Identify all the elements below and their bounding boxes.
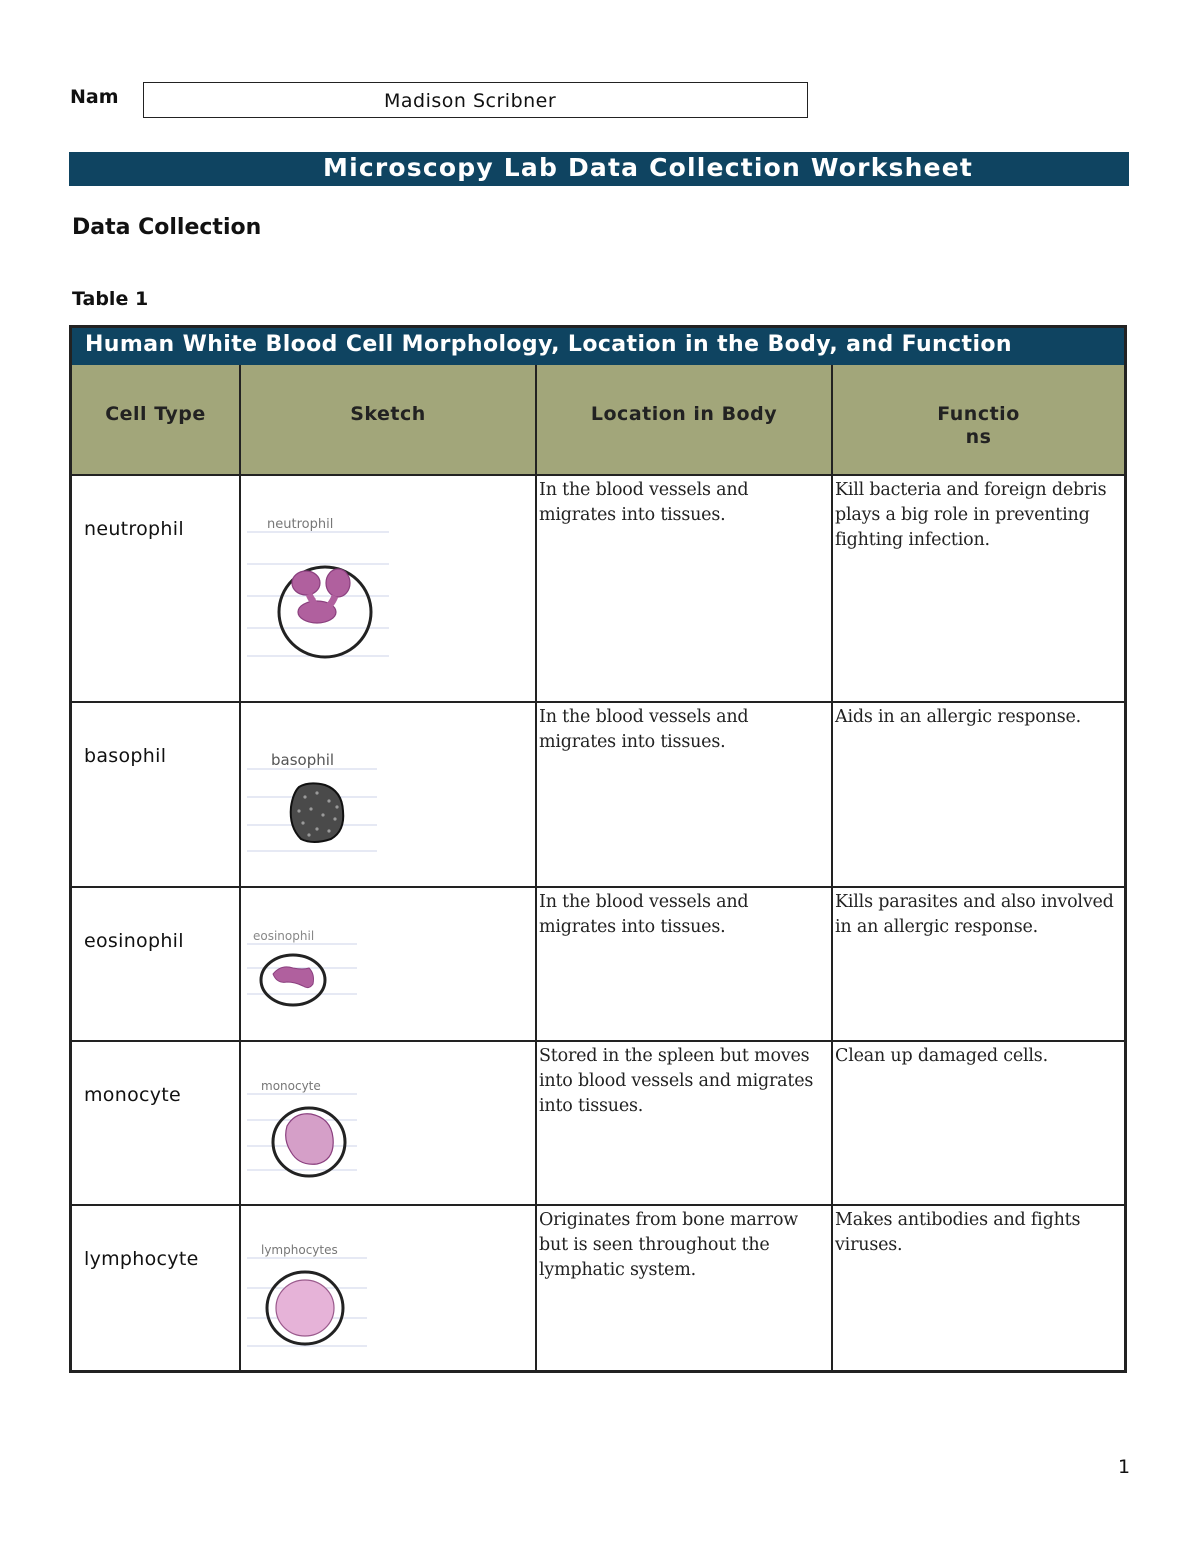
wbc-table	[69, 325, 1127, 1373]
cell-type-label: neutrophil	[84, 518, 184, 540]
name-label: Nam	[70, 86, 119, 108]
table-title-bar	[72, 328, 1124, 365]
location-cell: In the blood vessels and migrates into tissues.	[537, 476, 833, 703]
column-header-label: Cell Type	[105, 403, 206, 425]
column-header-location	[537, 365, 833, 476]
sketch-label: neutrophil	[267, 517, 334, 532]
cell-type	[72, 888, 241, 1042]
column-header-label: Location in Body	[590, 403, 778, 425]
name-field[interactable]	[143, 82, 808, 118]
sketch-label: eosinophil	[253, 929, 315, 943]
sketch-cell	[241, 1042, 537, 1206]
basophil-sketch	[247, 743, 377, 863]
location-cell: Originates from bone marrow but is seen throughout the lymphatic system.	[537, 1206, 833, 1370]
sketch-cell	[241, 1206, 537, 1370]
eosinophil-sketch	[247, 918, 357, 1018]
function-cell: Aids in an allergic response.	[833, 703, 1124, 888]
cell-type-label: eosinophil	[84, 930, 184, 952]
cell-type	[72, 703, 241, 888]
page-title: Microscopy Lab Data Collection Worksheet	[323, 153, 974, 182]
location-cell: Stored in the spleen but moves into blood vessels and migrates into tissues.	[537, 1042, 833, 1206]
sketch-label: basophil	[271, 751, 335, 769]
column-header-cell-type	[72, 365, 241, 476]
column-header-function	[833, 365, 1124, 476]
function-cell: Kills parasites and also involved in an allergic response.	[833, 888, 1124, 1042]
sketch-label: monocyte	[261, 1079, 321, 1093]
table-caption: Table 1	[72, 288, 149, 310]
location-cell: In the blood vessels and migrates into tissues.	[537, 703, 833, 888]
sketch-cell	[241, 703, 537, 888]
cell-type-label: basophil	[84, 745, 167, 767]
table-title: Human White Blood Cell Morphology, Location in the Body, and Function	[85, 332, 1012, 357]
sketch-label: lymphocytes	[261, 1243, 338, 1257]
column-header-label: Functio ns	[937, 403, 1020, 448]
function-cell: Clean up damaged cells.	[833, 1042, 1124, 1206]
neutrophil-sketch	[247, 502, 389, 662]
cell-type	[72, 1042, 241, 1206]
lymphocyte-sketch	[247, 1228, 367, 1368]
cell-type-label: lymphocyte	[84, 1248, 199, 1270]
page-title-banner	[69, 152, 1129, 186]
column-header-label: Sketch	[350, 403, 426, 425]
function-cell: Makes antibodies and fights viruses.	[835, 1210, 1081, 1255]
sketch-cell	[241, 476, 537, 703]
cell-type	[72, 476, 241, 703]
sketch-cell	[241, 888, 537, 1042]
name-value: Madison Scribner	[384, 90, 557, 112]
cell-type-label: monocyte	[84, 1084, 182, 1106]
page-number: 1	[1118, 1456, 1131, 1478]
function-cell: Kill bacteria and foreign debris plays a big role in preventing fighting infection.	[833, 476, 1124, 703]
location-cell: In the blood vessels and migrates into tissues.	[537, 888, 833, 1042]
monocyte-sketch	[247, 1064, 357, 1194]
cell-type	[72, 1206, 241, 1370]
column-header-sketch	[241, 365, 537, 476]
section-heading: Data Collection	[72, 215, 262, 240]
